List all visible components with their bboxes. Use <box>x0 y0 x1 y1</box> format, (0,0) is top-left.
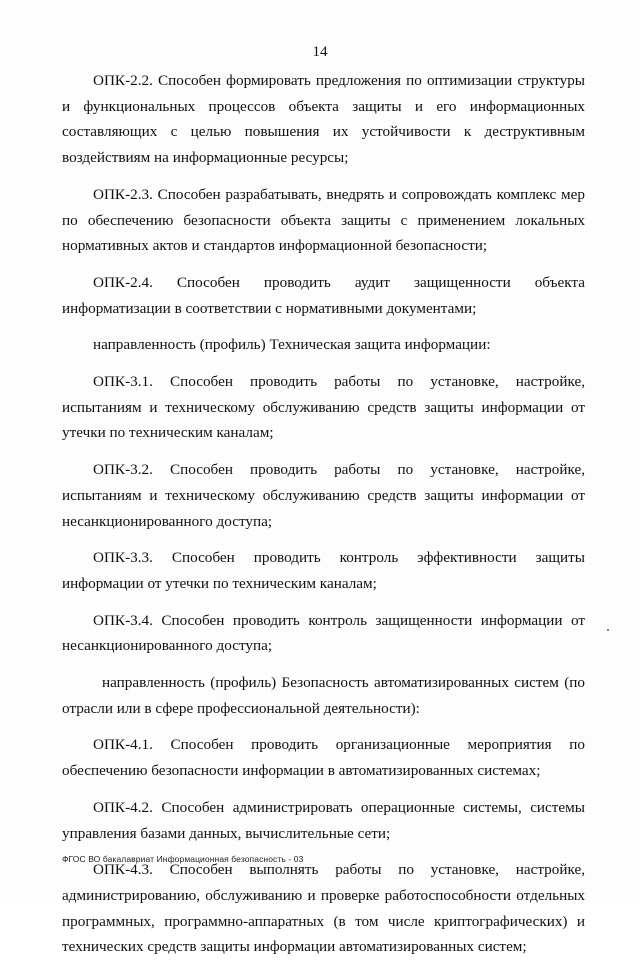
paragraph-opk-4-2: ОПК-4.2. Способен администрировать операционные системы, системы управления базами данных, вычислительные сети; <box>62 798 585 842</box>
paragraph-opk-2-3: ОПК-2.3. Способен разрабатывать, внедрять и сопровождать комплекс мер по обеспечению безопасности объекта защиты с применением локальных нормативных актов и стандартов информационной безопасности; <box>62 185 585 255</box>
paragraph-opk-3-4: ОПК-3.4. Способен проводить контроль защищенности информации от несанкционированного доступа; <box>62 611 585 655</box>
scan-speck <box>607 629 609 631</box>
paragraph-opk-4-3: ОПК-4.3. Способен выполнять работы по установке, настройке, администрированию, обслуживанию и проверке работоспособности отдельных программных, программно-аппаратных (в том числе криптографических) и технических средств защиты информации автоматизированных систем; <box>62 861 585 956</box>
profile-heading-automated-systems: направленность (профиль) Безопасность автоматизированных систем (по отрасли или в сфере профессиональной деятельности): <box>62 674 585 717</box>
paragraph-opk-2-4: ОПК-2.4. Способен проводить аудит защищенности объекта информатизации в соответствии с нормативными документами; <box>62 273 585 317</box>
body-text <box>62 68 585 971</box>
paragraph-opk-3-2: ОПК-3.2. Способен проводить работы по установке, настройке, испытаниям и техническому обслуживанию средств защиты информации от несанкционированного доступа; <box>62 461 585 530</box>
paragraph-opk-2-2: ОПК-2.2. Способен формировать предложения по оптимизации структуры и функциональных процессов объекта защиты и его информационных составляющих с целью повышения их устойчивости к деструктивным воздействиям на информационные ресурсы; <box>62 72 585 167</box>
paragraph-opk-3-3: ОПК-3.3. Способен проводить контроль эффективности защиты информации от утечки по техническим каналам; <box>62 549 585 592</box>
page-number: 14 <box>312 44 328 60</box>
paragraph-opk-4-1: ОПК-4.1. Способен проводить организационные мероприятия по обеспечению безопасности информации в автоматизированных системах; <box>62 736 585 780</box>
profile-heading-technical-protection: направленность (профиль) Техническая защита информации: <box>93 336 491 354</box>
page-footer: ФГОС ВО бакалавриат Информационная безопасность - 03 <box>62 854 304 864</box>
paragraph-opk-3-1: ОПК-3.1. Способен проводить работы по установке, настройке, испытаниям и техническому обслуживанию средств защиты информации от утечки по техническим каналам; <box>62 373 585 442</box>
